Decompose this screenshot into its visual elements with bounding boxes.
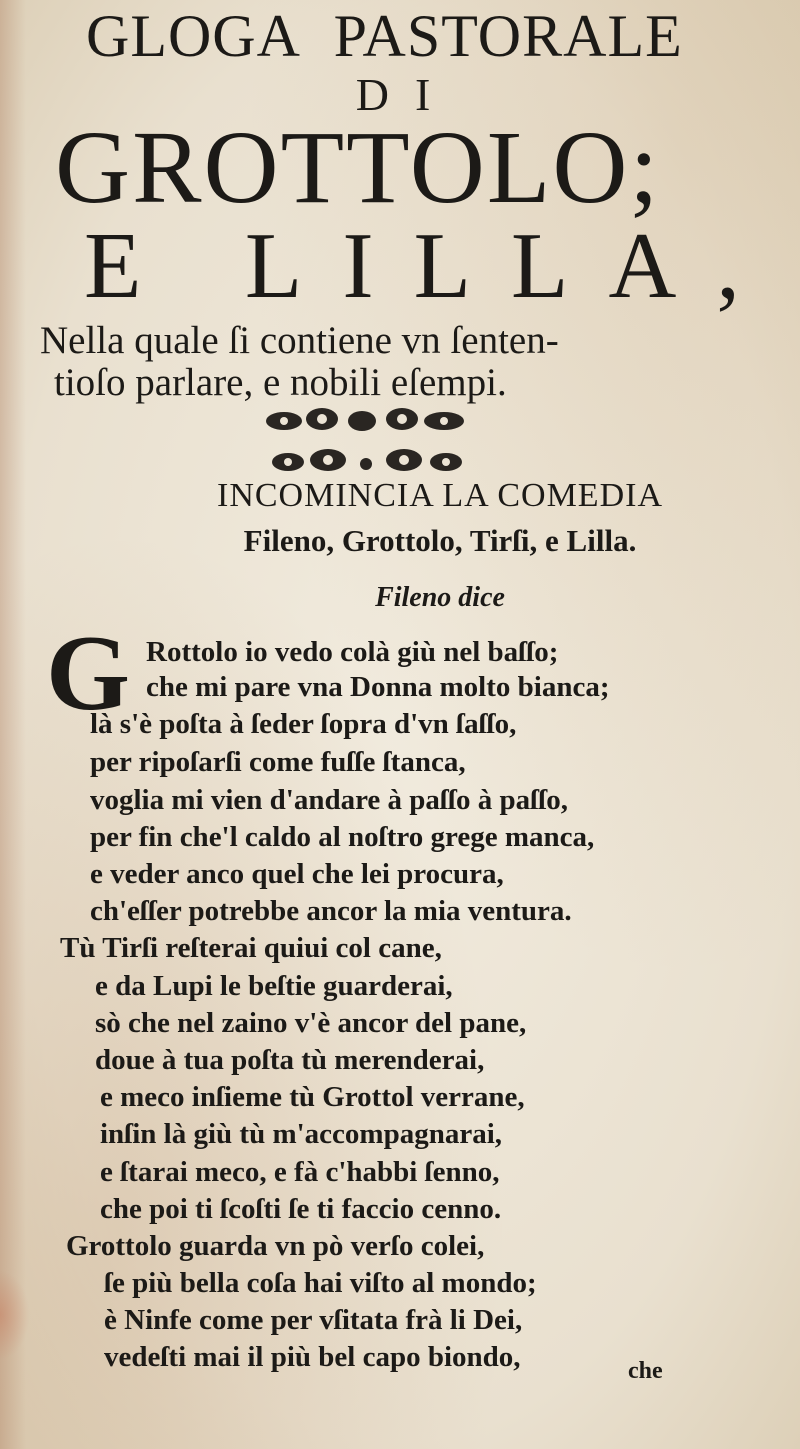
title-line-1: GLOGA PASTORALE	[86, 3, 683, 69]
verse-line: è Ninfe come per vſitata frà li Dei,	[104, 1304, 523, 1336]
verse-line: e da Lupi le beſtie guarderai,	[95, 970, 453, 1002]
verse-line: che poi ti ſcoſti ſe ti faccio cenno.	[100, 1193, 502, 1225]
verse-line: là s'è poſta à ſeder ſopra d'vn ſaſſo,	[90, 708, 517, 740]
verse-line: Tù Tirſi reſterai quiui col cane,	[60, 932, 442, 964]
verse-line: per ripoſarſi come fuſſe ſtanca,	[90, 746, 466, 778]
catchword: che	[628, 1358, 663, 1384]
character-list: Fileno, Grottolo, Tirſi, e Lilla.	[243, 523, 637, 558]
ornament-bottom-icon	[268, 444, 468, 478]
speaker-label: Fileno dice	[375, 582, 505, 613]
verse-line: doue à tua poſta tù merenderai,	[95, 1044, 485, 1076]
subtitle-line-1: Nella quale ſi contiene vn ſenten-	[40, 319, 559, 362]
drop-capital: G	[46, 614, 131, 733]
verse-line: e veder anco quel che lei procura,	[90, 858, 504, 890]
verse-line: e ſtarai meco, e fà c'habbi ſenno,	[100, 1156, 500, 1188]
verse-line: Grottolo guarda vn pò verſo colei,	[66, 1230, 485, 1262]
title-line-2: DI	[355, 69, 457, 120]
page-edge-shadow	[0, 0, 26, 1449]
title-line-3: GROTTOLO;	[55, 110, 661, 225]
paper-stain	[0, 1270, 30, 1360]
verse-line: ſe più bella coſa hai viſto al mondo;	[104, 1267, 537, 1299]
title-line-4: E LILLA,	[84, 214, 780, 318]
verse-line: voglia mi vien d'andare à paſſo à paſſo,	[90, 784, 569, 816]
ornament-top-icon	[262, 404, 472, 438]
verse-line: inſin là giù tù m'accompagnarai,	[100, 1118, 503, 1150]
subtitle-line-2: tioſo parlare, e nobili eſempi.	[54, 361, 507, 404]
verse-line: che mi pare vna Donna molto bianca;	[146, 671, 610, 703]
verse-line: per fin che'l caldo al noſtro grege manca,	[90, 821, 595, 853]
verse-line: vedeſti mai il più bel capo biondo,	[104, 1341, 521, 1373]
verse-line: Rottolo io vedo colà giù nel baſſo;	[146, 636, 559, 668]
verse-line: e meco inſieme tù Grottol verrane,	[100, 1081, 525, 1113]
verse-line: sò che nel zaino v'è ancor del pane,	[95, 1007, 527, 1039]
verse-line: ch'eſſer potrebbe ancor la mia ventura.	[90, 895, 572, 927]
section-heading: INCOMINCIA LA COMEDIA	[217, 477, 663, 514]
